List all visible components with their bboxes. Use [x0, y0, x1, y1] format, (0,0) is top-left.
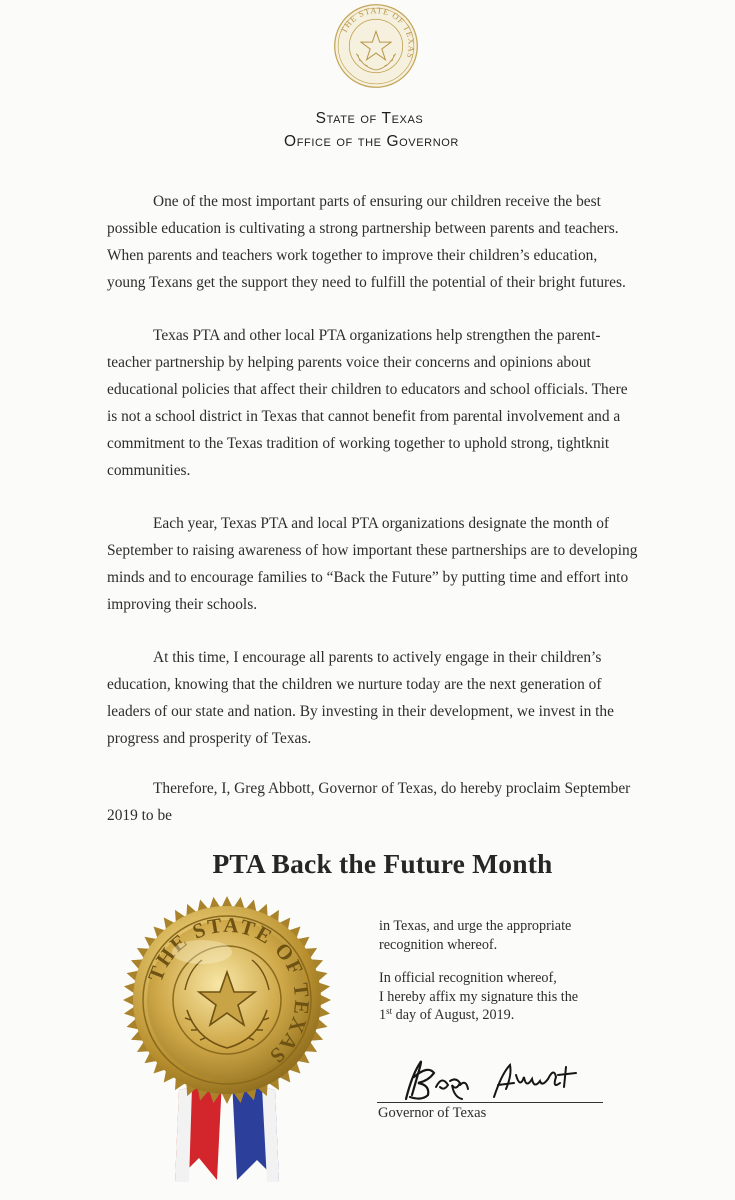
svg-text:THE STATE OF TEXAS: THE STATE OF TEXAS — [338, 5, 417, 61]
gold-seal-icon — [117, 890, 337, 1190]
header-office: Office of the Governor — [284, 133, 459, 150]
text-line: One of the most important parts of ensuring our children receive the best — [153, 193, 601, 210]
text-line: in Texas, and urge the appropriate — [379, 918, 572, 934]
text-line: Each year, Texas PTA and local PTA organizations designate the month of — [153, 515, 610, 532]
paragraph-4 — [107, 644, 655, 752]
text-line: When parents and teachers work together to improve their children’s education, — [107, 247, 598, 264]
text-line: leaders of our state and nation. By investing in their development, we invest in the — [107, 703, 614, 720]
text-line: is not a school district in Texas that cannot benefit from parental involvement and a — [107, 408, 621, 425]
paragraph-3 — [107, 510, 655, 618]
text-line: improving their schools. — [107, 596, 258, 613]
text-line: recognition whereof. — [379, 936, 498, 953]
text-line: Therefore, I, Greg Abbott, Governor of Texas, do hereby proclaim September — [153, 780, 631, 797]
text-line: minds and to encourage families to “Back the Future” by putting time and effort into — [107, 569, 629, 586]
paragraph-1 — [107, 188, 655, 296]
text-line: In official recognition whereof, — [379, 970, 557, 986]
state-seal-icon — [333, 3, 419, 89]
signature-title: Governor of Texas — [378, 1105, 487, 1121]
text-line: education, knowing that the children we nurture today are the next generation of — [107, 676, 602, 693]
text-line: September to raising awareness of how important these partnerships are to developing — [107, 542, 638, 559]
signature-image — [398, 1055, 588, 1105]
signature-date-line — [379, 1006, 669, 1025]
text-line: At this time, I encourage all parents to actively engage in their children’s — [153, 649, 602, 666]
proclamation-title: PTA Back the Future Month — [212, 848, 553, 879]
text-line: Texas PTA and other local PTA organizations help strengthen the parent- — [153, 327, 601, 344]
text-line: 2019 to be — [107, 807, 172, 824]
paragraph-2 — [107, 322, 655, 484]
text-line: communities. — [107, 462, 191, 479]
text-line: possible education is cultivating a strong partnership between parents and teachers. — [107, 220, 619, 237]
text-line: progress and prosperity of Texas. — [107, 730, 312, 747]
recognition-text — [379, 917, 669, 954]
affix-signature-text — [379, 969, 669, 1025]
text-line: I hereby affix my signature this the — [379, 988, 579, 1005]
text-line: educational policies that affect their children to educators and school officials. There — [107, 381, 628, 398]
header-state: State of Texas — [315, 110, 424, 127]
text-line: commitment to the Texas tradition of working together to uphold strong, tightknit — [107, 435, 610, 452]
text-line: teacher partnership by helping parents voice their concerns and opinions about — [107, 354, 591, 371]
date-ordinal: st — [386, 1006, 393, 1016]
svg-text:THE STATE OF TEXAS: THE STATE OF TEXAS — [142, 912, 315, 1070]
signature-line — [377, 1102, 603, 1103]
paragraph-5 — [107, 775, 655, 829]
date-day: 1 — [379, 1007, 387, 1023]
date-rest: day of August, 2019. — [392, 1007, 515, 1023]
text-line: young Texans get the support they need to fulfill the potential of their bright futures. — [107, 274, 626, 291]
